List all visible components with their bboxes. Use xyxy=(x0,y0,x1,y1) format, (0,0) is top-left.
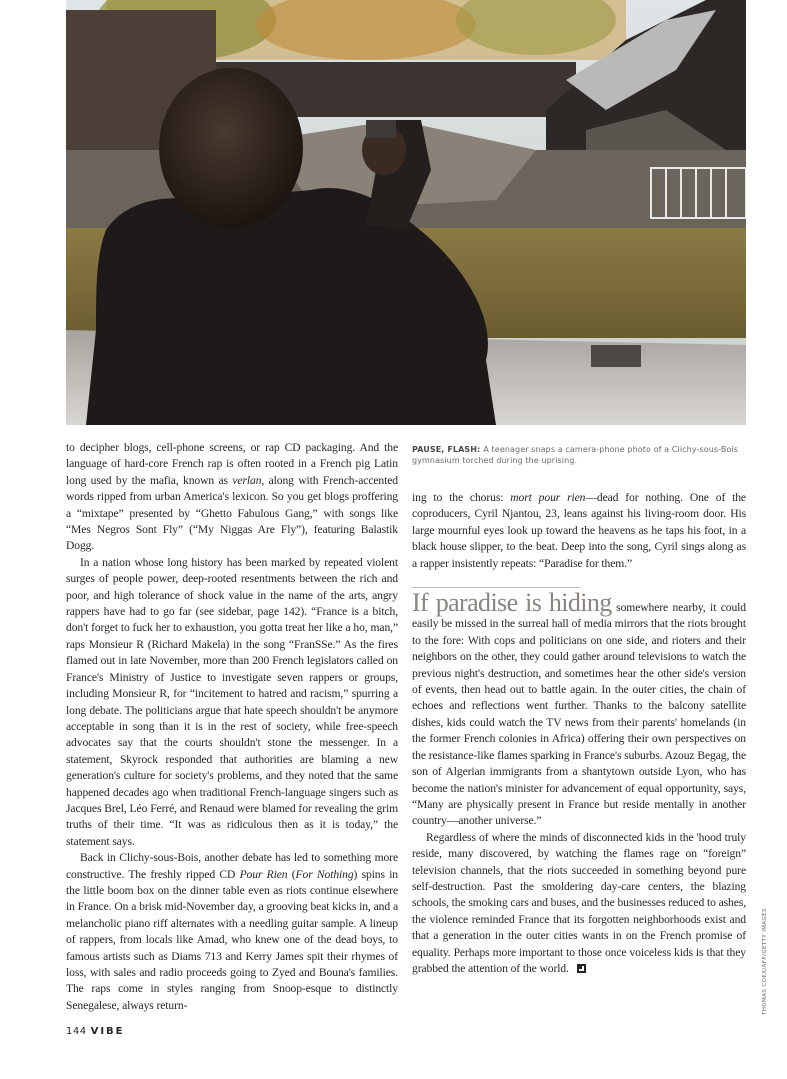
section-lead-words: If paradise is hiding xyxy=(412,588,612,618)
page-number: 144 xyxy=(66,1026,87,1037)
left-column xyxy=(66,440,398,1014)
right-column xyxy=(412,490,746,977)
body-paragraph: Back in Clichy-sous-Bois, another debate has led to something more constructive. The freshly ripped CD Pour Rien (For Nothing) spins in the little boom box on the dinner table even as riots continue elsewhere in France. On a brisk mid-November day, a grooving beat kicks in, and a melancholic piano riff alternates with a needling guitar sample. A lineup of rappers, from locals like Amad, who knew one of the dead boys, to famous artists such as Diams 713 and Kerry James spit their rhymes of loss, with sales and radio proceeds going to Zyed and Bouna's families. The raps come in styles ranging from Snoop-esque to distinctly Senegalese, always return- xyxy=(66,851,399,1012)
teen-photographing-ruins-image xyxy=(66,0,746,425)
magazine-name: VIBE xyxy=(90,1026,125,1037)
section-lead-paragraph: If paradise is hiding somewhere nearby, it could easily be missed in the surreal hall of media mirrors that the riots brought to the fore: With cops and politicians on one side, and rioters and their neighbors on the other, they could gather around televisions to watch the previous night's destruction, and sometimes hear the other side's version of events, then head out to battle again. In the outer cities, the chain of echoes and reflections went further. Thanks to the balcony satellite dishes, kids could watch the TV news from their parents' homelands (in the former French colonies in Africa) offering their own perspectives on the resistance-like flames sparking in France's suburbs. Azouz Begag, the son of Algerian immigrants from a shantytown outside Lyon, who has become the nation's minister for advancement of equal opportunity, says, “Many are physically present in France but reside mentally in another country—another universe.” xyxy=(412,588,746,828)
body-paragraph: In a nation whose long history has been marked by repeated violent surges of people power, deep-rooted resentments between the rich and poor, and high tolerance of shock value in the name of the arts, angry rappers have had to go far (see sidebar, page 142). “France is a bitch, don't forget to fuck her to exhaustion, you gotta treat her like a ho, man,” raps Monsieur R (Richard Makela) in the song “FranSSe.” As the fires flamed out in late November, more than 200 French legislators called on France's Ministry of Justice to investigate seven rappers or groups, including Monsieur R, for “incitement to hatred and racism,” spurring a long debate. The politicians argue that hate speech shouldn't be anymore acceptable in song than it is in the rest of society, while free-speech advocates say that the courts shouldn't stone the messenger. In a statement, Skyrock responded that authorities are blaming a new generation's culture for society's problems, and they noted that the same happened decades ago when traditional French-language singers such as Jacques Brel, Léo Ferré, and Renaud were blamed for revealing the grim truths of their time. “It was as ridiculous then as it is today,” the statement says. xyxy=(66,555,398,848)
body-paragraph: to decipher blogs, cell-phone screens, or rap CD packaging. And the language of hard-core French rap is often rooted in a French pig Latin long used by the mafia, known as verlan, along with French-accented words ripped from urban America's lexicon. So you get blogs proffering a “mixtape” presented by “Ghetto Fabulous Gang,” with songs like “Mes Negros Sont Fly” (“My Niggas Are Fly”), featuring Balastik Dogg. xyxy=(66,441,398,553)
photo-credit: THOMAS COEX/AFP/GETTY IMAGES xyxy=(762,908,768,1015)
end-mark-icon xyxy=(577,964,586,973)
hero-photo xyxy=(66,0,746,425)
caption-head: PAUSE, FLASH: xyxy=(412,445,481,454)
page-folio xyxy=(66,1026,125,1037)
photo-caption xyxy=(412,444,742,466)
body-paragraph: Regardless of where the minds of disconnected kids in the 'hood truly reside, many discovered, by watching the flames rage on “foreign” television channels, that the riots succeeded in something beyond pure self-destruction. Past the smoldering day-care centers, the blazing schools, the smoking cars and buses, and the businesses reduced to ashes, the violence reminded France that its forgotten neighborhoods exist and that a generation in the outer cities wants in on the French promise of equality. Perhaps more important to those once voiceless kids is that they grabbed the attention of the world. xyxy=(412,830,747,975)
body-paragraph: ing to the chorus: mort pour rien—dead for nothing. One of the coproducers, Cyril Njantou, 23, leans against his living-room door. His large mournful eyes look up toward the heavens as he taps his foot, in a black house slipper, to the beat. Deep into the song, Cyril sings along as a rapper insistently repeats: “Paradise for them.” xyxy=(412,491,746,570)
caption-text: A teenager snaps a camera-phone photo of a Clichy-sous-Bois gymnasium torched during the uprising. xyxy=(412,445,739,465)
